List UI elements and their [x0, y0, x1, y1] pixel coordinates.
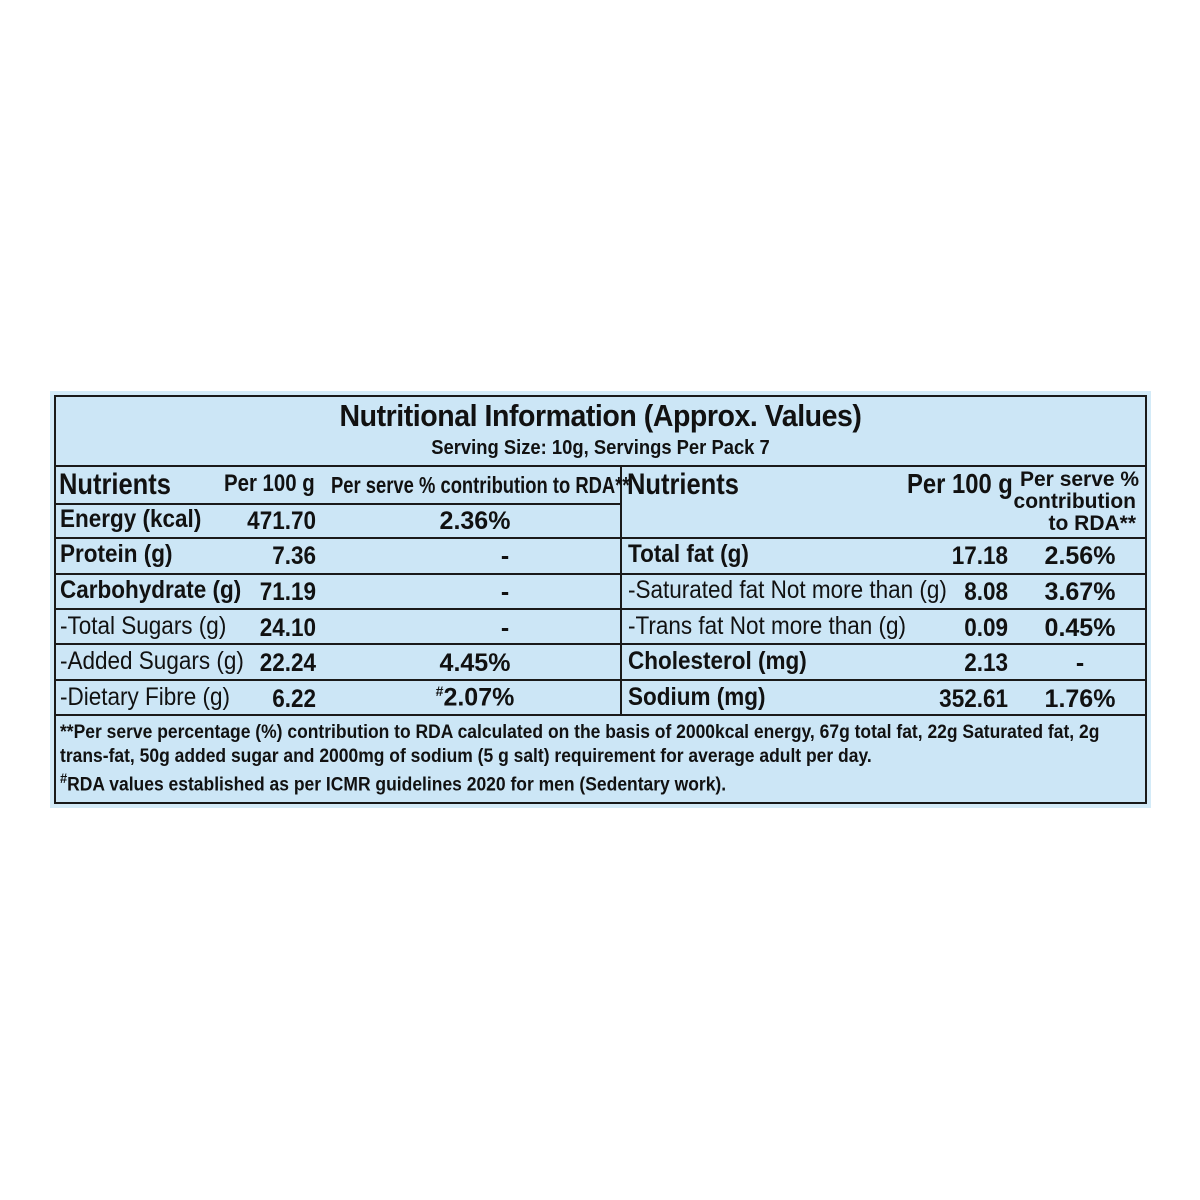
left-row-per100: 24.10: [259, 614, 316, 642]
column-divider: [620, 466, 622, 715]
footnote-rda-basis: **Per serve percentage (%) contribution to RDA calculated on the basis of 2000kcal energy, 67g total fat, 22g Saturated fat, 2g: [60, 722, 1100, 743]
left-row-rda: -: [500, 542, 510, 570]
right-row-name: -Trans fat Not more than (g): [628, 612, 907, 640]
right-header-rda-line1: Per serve %: [1020, 468, 1140, 491]
right-row-rda: 0.45%: [1044, 614, 1116, 642]
hash-mark: #: [435, 683, 444, 699]
divider: [56, 679, 1145, 681]
left-header-nutrients: Nutrients: [59, 468, 171, 501]
right-row-per100: 0.09: [964, 614, 1008, 642]
right-row-rda: 2.56%: [1044, 542, 1116, 570]
divider: [56, 643, 1145, 645]
right-row-name: Total fat (g): [628, 540, 749, 568]
left-row-rda: [400, 684, 550, 710]
left-row-per100: 71.19: [259, 578, 316, 606]
left-row-per100: 6.22: [272, 685, 316, 713]
right-row-per100: 8.08: [964, 578, 1008, 606]
divider: [56, 537, 1145, 539]
right-row-rda: 3.67%: [1044, 578, 1116, 606]
hash-mark: #: [60, 770, 68, 786]
footnote-icmr: [60, 770, 726, 796]
divider: [56, 714, 1145, 716]
left-row-rda: 2.36%: [439, 507, 511, 535]
footnote-icmr-text: RDA values established as per ICMR guidelines 2020 for men (Sedentary work).: [67, 774, 727, 796]
rda-value: 2.07%: [443, 683, 515, 712]
left-row-name: -Dietary Fibre (g): [60, 683, 231, 711]
left-row-rda: 4.45%: [439, 649, 511, 677]
right-row-rda: 1.76%: [1044, 685, 1116, 713]
right-header-rda-line3: to RDA**: [1048, 512, 1136, 535]
left-row-per100: 22.24: [259, 649, 316, 677]
left-row-name: -Total Sugars (g): [60, 612, 227, 640]
left-header-rda: Per serve % contribution to RDA**: [331, 472, 630, 498]
divider: [56, 608, 1145, 610]
left-row-name: -Added Sugars (g): [60, 647, 244, 675]
divider: [56, 465, 1145, 467]
right-header-per100: Per 100 g: [907, 468, 1013, 499]
right-row-name: -Saturated fat Not more than (g): [628, 576, 947, 604]
right-header-rda-line2: contribution: [1013, 490, 1136, 513]
left-row-rda: -: [500, 614, 510, 642]
left-row-per100: 7.36: [272, 542, 316, 570]
right-row-name: Cholesterol (mg): [628, 647, 807, 675]
left-row-rda: -: [500, 578, 510, 606]
left-row-per100: 471.70: [247, 507, 316, 535]
right-row-name: Sodium (mg): [628, 683, 766, 711]
footnote-rda-basis-cont: trans-fat, 50g added sugar and 2000mg of sodium (5 g salt) requirement for average adult per day.: [60, 746, 872, 767]
left-row-name: Energy (kcal): [60, 505, 202, 533]
table-title: Nutritional Information (Approx. Values): [339, 398, 862, 433]
serving-size: Serving Size: 10g, Servings Per Pack 7: [431, 437, 770, 459]
right-row-per100: 2.13: [964, 649, 1008, 677]
right-row-rda: -: [1075, 649, 1085, 677]
left-row-name: Protein (g): [60, 540, 173, 568]
left-row-name: Carbohydrate (g): [60, 576, 242, 604]
right-header-nutrients: Nutrients: [627, 468, 739, 501]
left-header-per100: Per 100 g: [224, 470, 315, 497]
right-row-per100: 352.61: [939, 685, 1008, 713]
right-row-per100: 17.18: [951, 542, 1008, 570]
divider: [56, 573, 1145, 575]
